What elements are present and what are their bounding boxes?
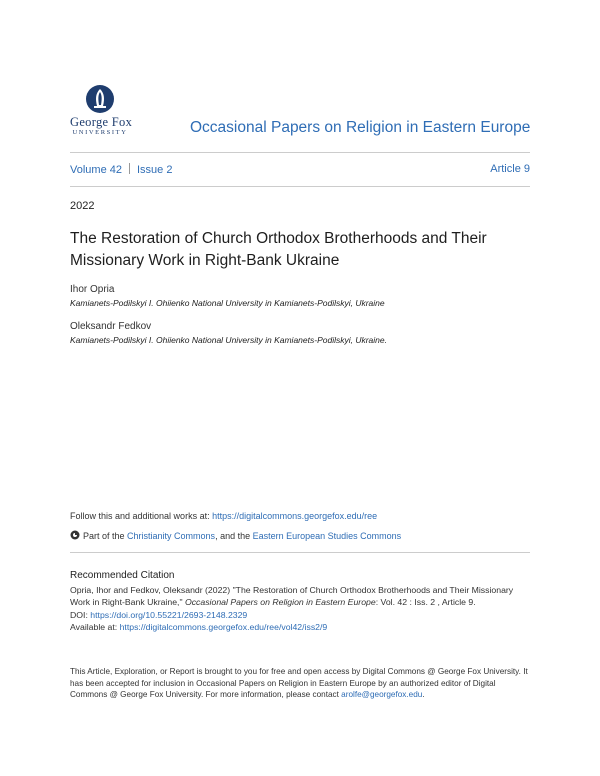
available-label: Available at: <box>70 622 120 633</box>
follow-line <box>70 511 377 521</box>
christianity-commons-link[interactable]: Christianity Commons <box>127 531 216 541</box>
eastern-european-studies-link[interactable]: Eastern European Studies Commons <box>252 531 402 541</box>
author-name: Ihor Opria <box>70 284 115 295</box>
issue-bar <box>70 163 530 179</box>
part-of-middle: , and the <box>215 531 253 541</box>
access-statement-text: This Article, Exploration, or Report is brought to you for free and open access by Digital Commons @ George Fox University. It has been accepted for inclusion in Occasional Papers on Religion in Eastern Europe by an authorized editor of Digital Commons @ George Fox University. For more information, please contact <box>70 667 528 699</box>
author-block <box>70 284 385 308</box>
journal-title-link[interactable]: Occasional Papers on Religion in Eastern Europe <box>190 119 531 136</box>
citation-journal: Occasional Papers on Religion in Eastern Europe <box>184 597 376 608</box>
header-divider <box>70 152 530 153</box>
part-of-prefix: Part of the <box>83 531 128 541</box>
access-statement-end: . <box>422 690 425 699</box>
issue-divider <box>70 186 530 187</box>
follow-prefix: Follow this and additional works at: <box>70 511 213 521</box>
author-block <box>70 321 387 345</box>
doi-link[interactable]: https://doi.org/10.55221/2693-2148.2329 <box>90 609 248 620</box>
citation-text <box>70 584 532 634</box>
logo-wordmark: George Fox <box>70 115 133 129</box>
article-title: The Restoration of Church Orthodox Brotherhoods and Their Missionary Work in Right-Bank Ukraine <box>70 230 487 269</box>
citation-volume: : Vol. 42 : Iss. 2 , Article 9. <box>375 597 476 608</box>
issue-link[interactable]: Issue 2 <box>136 164 173 176</box>
volume-link[interactable]: Volume 42 <box>70 164 122 176</box>
follow-link[interactable]: https://digitalcommons.georgefox.edu/ree <box>212 511 378 521</box>
doi-label: DOI: <box>70 609 91 620</box>
contact-email-link[interactable]: arolfe@georgefox.edu <box>341 690 423 699</box>
access-statement <box>70 666 532 701</box>
available-link[interactable]: https://digitalcommons.georgefox.edu/ree/vol42/iss2/9 <box>119 622 328 633</box>
citation-divider <box>70 552 530 553</box>
university-seal-icon <box>85 84 115 114</box>
author-name: Oleksandr Fedkov <box>70 321 152 332</box>
separator <box>129 163 130 174</box>
university-logo <box>70 84 133 140</box>
article-link[interactable]: Article 9 <box>490 163 530 175</box>
author-affiliation: Kamianets-Podilskyi I. Ohiienko National University in Kamianets-Podilskyi, Ukraine. <box>70 335 387 345</box>
publication-year: 2022 <box>70 200 95 212</box>
citation-body: Opria, Ihor and Fedkov, Oleksandr (2022) "The Restoration of Church Orthodox Brotherhoods and Their Missionary Work in Right-Bank Ukraine," <box>70 585 514 608</box>
citation-heading: Recommended Citation <box>70 570 175 581</box>
part-of-line <box>70 530 401 541</box>
author-affiliation: Kamianets-Podilskyi I. Ohiienko National University in Kamianets-Podilskyi, Ukraine <box>70 298 385 308</box>
logo-subtitle: UNIVERSITY <box>72 129 128 136</box>
open-access-icon <box>70 530 80 540</box>
